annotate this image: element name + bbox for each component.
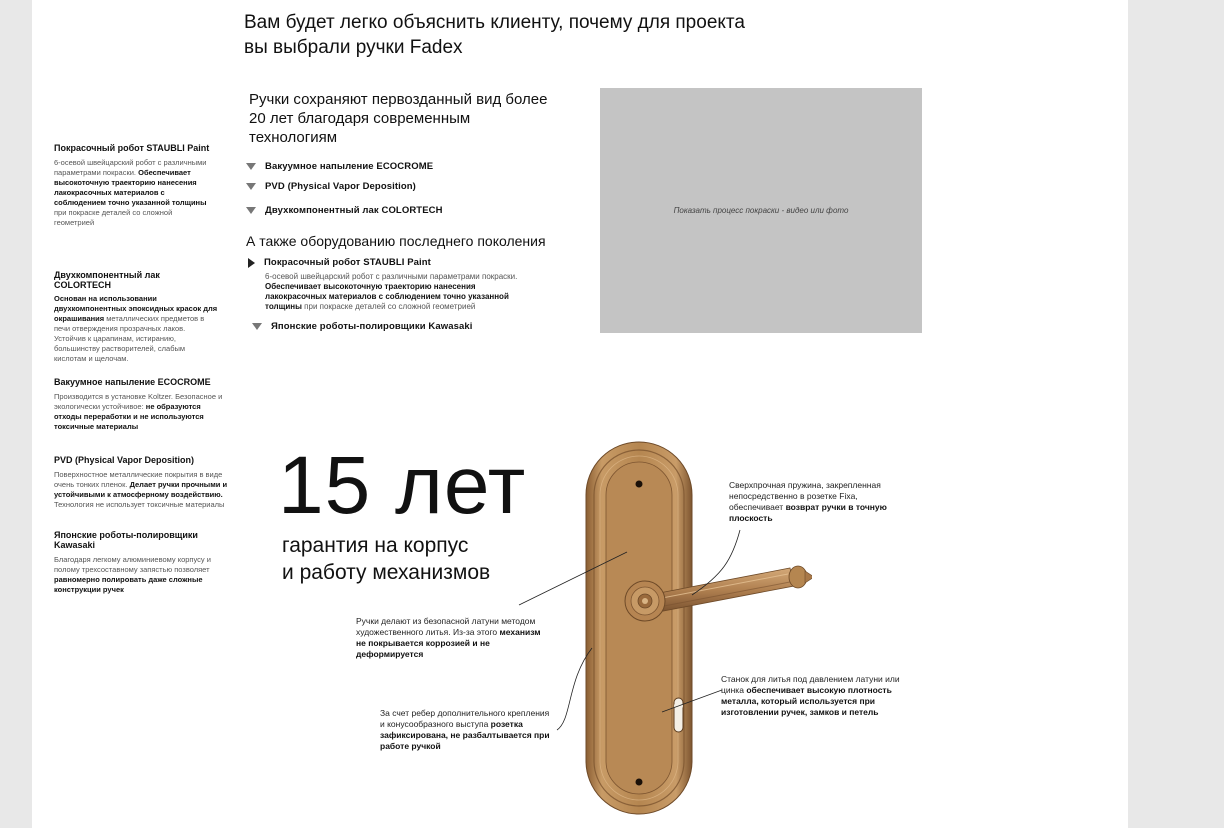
sidebar-title: Покрасочный робот STAUBLI Paint — [54, 143, 210, 153]
sidebar-title: Вакуумное напыление ECOCROME — [54, 377, 211, 387]
equip-item-description: 6-осевой швейцарский робот с различными параметрами покраски. Обеспечивает высокоточную траекторию нанесения лакокрасочных материалов с соблюдением точно указанной толщины при покраске деталей со сложной геометрией — [265, 272, 518, 311]
callout-casting: Станок для литья под давлением латуни или цинка обеспечивает высокую плотность металла, который используется при изготовлении ручек, замков и петель — [721, 674, 900, 717]
sidebar-title: Японские роботы-полировщики Kawasaki — [54, 530, 198, 550]
sidebar-description: Поверхностное металлические покрытия в виде очень тонких пленок. Делает ручки прочными и устойчивыми к атмосферному воздействию. Технология не использует токсичные материалы — [54, 470, 228, 509]
callout-brass: Ручки делают из безопасной латуни методом художественного литья. Из-за этого механизм не покрывается коррозией и не деформируется — [356, 616, 541, 659]
callout-lines — [32, 0, 1128, 828]
sidebar-description: 6-осевой швейцарский робот с различными параметрами покраски. Обеспечивает высокоточную траекторию нанесения лакокрасочных материалов с соблюдением точно указанной толщины при покраске деталей со сложной геометрией — [54, 158, 207, 227]
sidebar-description: Основан на использовании двухкомпонентных эпоксидных красок для окрашивания металлических предметов в печи отверждения прозрачных лаков. Устойчив к царапинам, истиранию, большинству растворителей, слабым кислотам и щелочам. — [54, 294, 218, 363]
media-caption: Показать процесс покраски - видео или фото — [673, 206, 849, 215]
sidebar-description: Производится в установке Koltzer. Безопасное и экологически устойчивое: не образуются отходы переработки и не используются токсичные материалы — [54, 392, 223, 431]
callout-spring: Сверхпрочная пружина, закрепленная непосредственно в розетке Fixa, обеспечивает возврат ручки в точную плоскость — [729, 480, 887, 523]
sidebar-title: Двухкомпонентный лак COLORTECH — [54, 270, 160, 290]
page-heading: Вам будет легко объяснить клиенту, почему для проекта вы выбрали ручки Fadex — [244, 12, 745, 58]
tech-item-label: Вакуумное напыление ECOCROME — [265, 161, 434, 172]
sidebar-title: PVD (Physical Vapor Deposition) — [54, 455, 195, 465]
page — [32, 0, 1128, 828]
warranty-text: гарантия на корпус и работу механизмов — [282, 534, 491, 584]
sidebar-description: Благодаря легкому алюминиевому корпусу и полому трехсоставному запястью позволяет равномерно полировать даже сложные конструкции ручек — [54, 555, 211, 594]
tech-item-label: PVD (Physical Vapor Deposition) — [265, 181, 416, 192]
equip-item-label: Покрасочный робот STAUBLI Paint — [264, 257, 431, 268]
technology-heading: Ручки сохраняют первозданный вид более 20 лет благодаря современным технологиям — [249, 91, 548, 146]
tech-item-label: Двухкомпонентный лак COLORTECH — [265, 205, 443, 216]
callout-rosette-ribs: За счет ребер дополнительного крепления и конусообразного выступа розетка зафиксирована, не разбалтывается при работе ручкой — [380, 708, 550, 751]
equipment-heading: А также оборудованию последнего поколения — [246, 233, 546, 249]
warranty-years: 15 лет — [278, 440, 527, 531]
equip-item-label: Японские роботы-полировщики Kawasaki — [271, 321, 473, 332]
